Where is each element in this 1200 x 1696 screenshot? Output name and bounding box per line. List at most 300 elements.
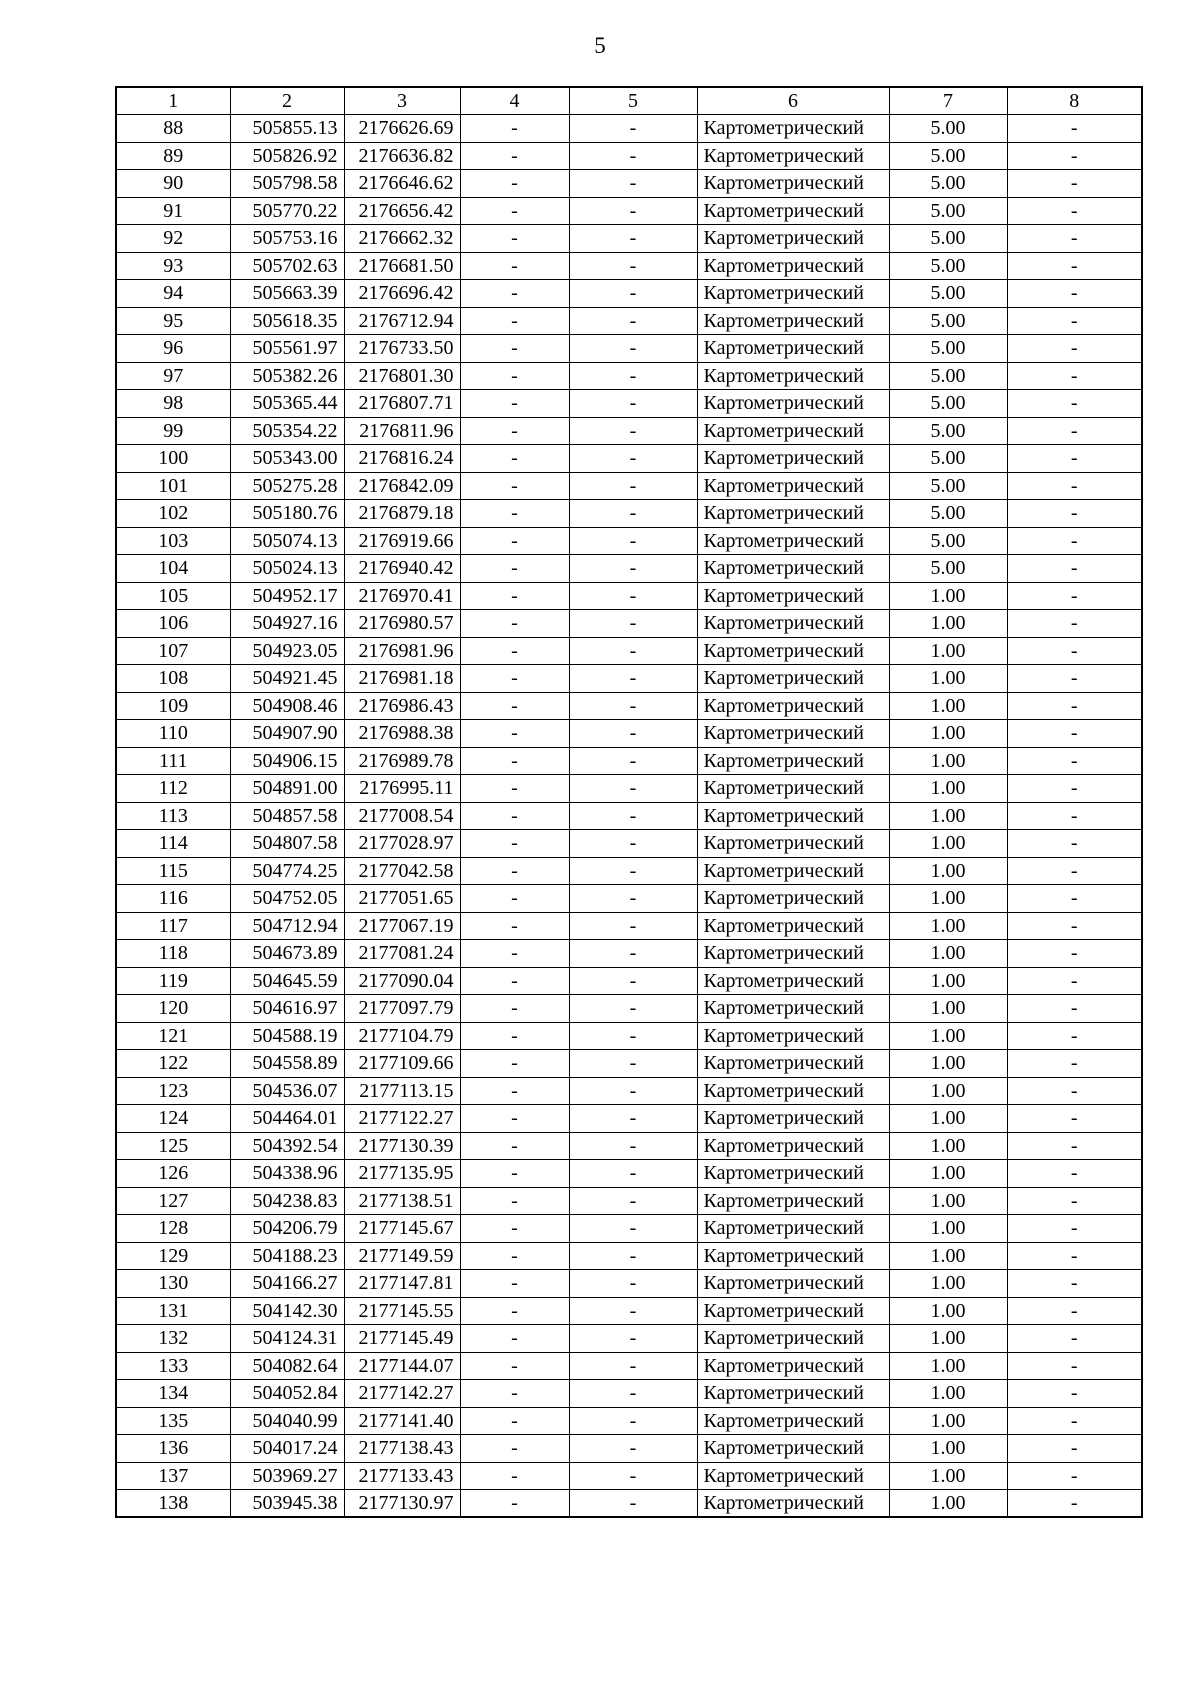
col-5-cell: - (569, 1490, 697, 1518)
col-5-cell: - (569, 582, 697, 610)
table-row (116, 1160, 1142, 1188)
method-cell: Картометрический (697, 1242, 889, 1270)
accuracy-cell: 1.00 (889, 1380, 1007, 1408)
point-number-cell: 125 (116, 1132, 230, 1160)
col-4-cell: - (460, 1490, 569, 1518)
col-4-cell: - (460, 1105, 569, 1133)
method-cell: Картометрический (697, 1407, 889, 1435)
table-row (116, 1325, 1142, 1353)
method-cell: Картометрический (697, 1270, 889, 1298)
coord-y-cell: 2177109.66 (344, 1050, 460, 1078)
col-8-cell: - (1007, 747, 1142, 775)
col-8-cell: - (1007, 1325, 1142, 1353)
col-8-cell: - (1007, 170, 1142, 198)
col-5-cell: - (569, 857, 697, 885)
column-header-1: 1 (116, 87, 230, 115)
table-row (116, 1242, 1142, 1270)
table-row (116, 885, 1142, 913)
col-8-cell: - (1007, 527, 1142, 555)
col-5-cell: - (569, 1105, 697, 1133)
col-4-cell: - (460, 115, 569, 143)
coord-y-cell: 2177145.55 (344, 1297, 460, 1325)
column-header-7: 7 (889, 87, 1007, 115)
col-4-cell: - (460, 417, 569, 445)
col-8-cell: - (1007, 335, 1142, 363)
col-5-cell: - (569, 830, 697, 858)
coord-x-cell: 505770.22 (230, 197, 344, 225)
accuracy-cell: 5.00 (889, 252, 1007, 280)
accuracy-cell: 5.00 (889, 115, 1007, 143)
col-8-cell: - (1007, 362, 1142, 390)
accuracy-cell: 1.00 (889, 1215, 1007, 1243)
coord-x-cell: 504392.54 (230, 1132, 344, 1160)
col-8-cell: - (1007, 1050, 1142, 1078)
col-5-cell: - (569, 445, 697, 473)
col-4-cell: - (460, 637, 569, 665)
col-4-cell: - (460, 885, 569, 913)
col-5-cell: - (569, 1132, 697, 1160)
col-5-cell: - (569, 527, 697, 555)
coord-y-cell: 2176656.42 (344, 197, 460, 225)
accuracy-cell: 5.00 (889, 445, 1007, 473)
col-8-cell: - (1007, 720, 1142, 748)
accuracy-cell: 1.00 (889, 1160, 1007, 1188)
method-cell: Картометрический (697, 885, 889, 913)
coord-y-cell: 2176981.96 (344, 637, 460, 665)
col-4-cell: - (460, 527, 569, 555)
point-number-cell: 109 (116, 692, 230, 720)
point-number-cell: 128 (116, 1215, 230, 1243)
coord-x-cell: 504558.89 (230, 1050, 344, 1078)
point-number-cell: 111 (116, 747, 230, 775)
method-cell: Картометрический (697, 390, 889, 418)
coord-x-cell: 505561.97 (230, 335, 344, 363)
method-cell: Картометрический (697, 1462, 889, 1490)
coord-y-cell: 2177145.49 (344, 1325, 460, 1353)
col-8-cell: - (1007, 197, 1142, 225)
col-8-cell: - (1007, 1352, 1142, 1380)
coord-x-cell: 504082.64 (230, 1352, 344, 1380)
coord-x-cell: 505618.35 (230, 307, 344, 335)
table-row (116, 720, 1142, 748)
table-row (116, 225, 1142, 253)
coord-x-cell: 504673.89 (230, 940, 344, 968)
col-8-cell: - (1007, 1215, 1142, 1243)
col-8-cell: - (1007, 1160, 1142, 1188)
point-number-cell: 101 (116, 472, 230, 500)
coord-x-cell: 505663.39 (230, 280, 344, 308)
col-5-cell: - (569, 692, 697, 720)
point-number-cell: 108 (116, 665, 230, 693)
point-number-cell: 102 (116, 500, 230, 528)
table-row (116, 1105, 1142, 1133)
coord-y-cell: 2177090.04 (344, 967, 460, 995)
col-8-cell: - (1007, 1407, 1142, 1435)
point-number-cell: 136 (116, 1435, 230, 1463)
col-8-cell: - (1007, 692, 1142, 720)
method-cell: Картометрический (697, 252, 889, 280)
point-number-cell: 131 (116, 1297, 230, 1325)
accuracy-cell: 1.00 (889, 1325, 1007, 1353)
accuracy-cell: 1.00 (889, 940, 1007, 968)
table-row (116, 335, 1142, 363)
method-cell: Картометрический (697, 1160, 889, 1188)
col-8-cell: - (1007, 802, 1142, 830)
coord-x-cell: 505798.58 (230, 170, 344, 198)
coord-x-cell: 505753.16 (230, 225, 344, 253)
method-cell: Картометрический (697, 335, 889, 363)
coord-y-cell: 2176879.18 (344, 500, 460, 528)
col-5-cell: - (569, 1325, 697, 1353)
coord-y-cell: 2177008.54 (344, 802, 460, 830)
col-5-cell: - (569, 197, 697, 225)
point-number-cell: 115 (116, 857, 230, 885)
col-8-cell: - (1007, 472, 1142, 500)
method-cell: Картометрический (697, 472, 889, 500)
coord-y-cell: 2177144.07 (344, 1352, 460, 1380)
point-number-cell: 119 (116, 967, 230, 995)
point-number-cell: 129 (116, 1242, 230, 1270)
coord-y-cell: 2176842.09 (344, 472, 460, 500)
col-8-cell: - (1007, 1187, 1142, 1215)
table-row (116, 1132, 1142, 1160)
col-4-cell: - (460, 225, 569, 253)
coord-x-cell: 504142.30 (230, 1297, 344, 1325)
method-cell: Картометрический (697, 1490, 889, 1518)
method-cell: Картометрический (697, 665, 889, 693)
method-cell: Картометрический (697, 142, 889, 170)
coord-y-cell: 2176733.50 (344, 335, 460, 363)
method-cell: Картометрический (697, 940, 889, 968)
method-cell: Картометрический (697, 775, 889, 803)
col-8-cell: - (1007, 775, 1142, 803)
accuracy-cell: 1.00 (889, 857, 1007, 885)
col-4-cell: - (460, 1132, 569, 1160)
point-number-cell: 126 (116, 1160, 230, 1188)
page-number: 5 (594, 33, 606, 58)
col-4-cell: - (460, 472, 569, 500)
col-4-cell: - (460, 665, 569, 693)
table-row (116, 252, 1142, 280)
table-row (116, 115, 1142, 143)
col-5-cell: - (569, 335, 697, 363)
coord-y-cell: 2176801.30 (344, 362, 460, 390)
point-number-cell: 103 (116, 527, 230, 555)
method-cell: Картометрический (697, 1380, 889, 1408)
column-header-3: 3 (344, 87, 460, 115)
col-4-cell: - (460, 1242, 569, 1270)
table-row (116, 197, 1142, 225)
col-8-cell: - (1007, 1462, 1142, 1490)
point-number-cell: 130 (116, 1270, 230, 1298)
col-4-cell: - (460, 142, 569, 170)
table-row (116, 1270, 1142, 1298)
col-5-cell: - (569, 610, 697, 638)
coord-y-cell: 2177130.39 (344, 1132, 460, 1160)
coord-x-cell: 505354.22 (230, 417, 344, 445)
point-number-cell: 116 (116, 885, 230, 913)
point-number-cell: 134 (116, 1380, 230, 1408)
coord-y-cell: 2176626.69 (344, 115, 460, 143)
method-cell: Картометрический (697, 912, 889, 940)
accuracy-cell: 5.00 (889, 197, 1007, 225)
accuracy-cell: 1.00 (889, 582, 1007, 610)
accuracy-cell: 1.00 (889, 1022, 1007, 1050)
col-4-cell: - (460, 1215, 569, 1243)
col-8-cell: - (1007, 417, 1142, 445)
method-cell: Картометрический (697, 280, 889, 308)
col-8-cell: - (1007, 967, 1142, 995)
col-8-cell: - (1007, 1297, 1142, 1325)
coord-y-cell: 2177051.65 (344, 885, 460, 913)
accuracy-cell: 5.00 (889, 555, 1007, 583)
table-row (116, 1462, 1142, 1490)
point-number-cell: 123 (116, 1077, 230, 1105)
coord-x-cell: 504536.07 (230, 1077, 344, 1105)
point-number-cell: 88 (116, 115, 230, 143)
col-8-cell: - (1007, 390, 1142, 418)
method-cell: Картометрический (697, 170, 889, 198)
point-number-cell: 117 (116, 912, 230, 940)
col-5-cell: - (569, 115, 697, 143)
table-row (116, 307, 1142, 335)
coord-y-cell: 2176981.18 (344, 665, 460, 693)
col-4-cell: - (460, 1407, 569, 1435)
col-4-cell: - (460, 1077, 569, 1105)
point-number-cell: 120 (116, 995, 230, 1023)
accuracy-cell: 5.00 (889, 362, 1007, 390)
table-row (116, 1215, 1142, 1243)
method-cell: Картометрический (697, 830, 889, 858)
col-4-cell: - (460, 967, 569, 995)
method-cell: Картометрический (697, 1215, 889, 1243)
col-5-cell: - (569, 665, 697, 693)
col-5-cell: - (569, 940, 697, 968)
col-5-cell: - (569, 1435, 697, 1463)
col-4-cell: - (460, 500, 569, 528)
method-cell: Картометрический (697, 1132, 889, 1160)
col-4-cell: - (460, 1050, 569, 1078)
accuracy-cell: 1.00 (889, 610, 1007, 638)
coord-y-cell: 2176662.32 (344, 225, 460, 253)
table-row (116, 582, 1142, 610)
col-4-cell: - (460, 1462, 569, 1490)
accuracy-cell: 1.00 (889, 1435, 1007, 1463)
col-4-cell: - (460, 170, 569, 198)
accuracy-cell: 1.00 (889, 1270, 1007, 1298)
col-4-cell: - (460, 252, 569, 280)
col-4-cell: - (460, 692, 569, 720)
col-8-cell: - (1007, 1270, 1142, 1298)
col-5-cell: - (569, 1242, 697, 1270)
table-row (116, 417, 1142, 445)
col-4-cell: - (460, 197, 569, 225)
point-number-cell: 133 (116, 1352, 230, 1380)
col-4-cell: - (460, 1160, 569, 1188)
accuracy-cell: 1.00 (889, 1297, 1007, 1325)
point-number-cell: 121 (116, 1022, 230, 1050)
accuracy-cell: 1.00 (889, 775, 1007, 803)
accuracy-cell: 1.00 (889, 1105, 1007, 1133)
accuracy-cell: 1.00 (889, 1187, 1007, 1215)
method-cell: Картометрический (697, 610, 889, 638)
col-4-cell: - (460, 280, 569, 308)
method-cell: Картометрический (697, 637, 889, 665)
coord-x-cell: 504040.99 (230, 1407, 344, 1435)
method-cell: Картометрический (697, 555, 889, 583)
point-number-cell: 96 (116, 335, 230, 363)
coord-x-cell: 504464.01 (230, 1105, 344, 1133)
col-5-cell: - (569, 885, 697, 913)
coord-x-cell: 505074.13 (230, 527, 344, 555)
col-4-cell: - (460, 995, 569, 1023)
coord-y-cell: 2177104.79 (344, 1022, 460, 1050)
col-4-cell: - (460, 720, 569, 748)
col-5-cell: - (569, 252, 697, 280)
table-row (116, 967, 1142, 995)
coord-y-cell: 2177145.67 (344, 1215, 460, 1243)
col-5-cell: - (569, 1297, 697, 1325)
coord-y-cell: 2177067.19 (344, 912, 460, 940)
coord-y-cell: 2177141.40 (344, 1407, 460, 1435)
table-row (116, 692, 1142, 720)
method-cell: Картометрический (697, 582, 889, 610)
col-8-cell: - (1007, 995, 1142, 1023)
col-4-cell: - (460, 582, 569, 610)
table-row (116, 995, 1142, 1023)
method-cell: Картометрический (697, 1435, 889, 1463)
coord-y-cell: 2177042.58 (344, 857, 460, 885)
coord-x-cell: 504645.59 (230, 967, 344, 995)
col-8-cell: - (1007, 1105, 1142, 1133)
coord-x-cell: 505275.28 (230, 472, 344, 500)
table-row (116, 390, 1142, 418)
col-5-cell: - (569, 637, 697, 665)
col-5-cell: - (569, 775, 697, 803)
accuracy-cell: 5.00 (889, 280, 1007, 308)
coord-y-cell: 2176811.96 (344, 417, 460, 445)
col-8-cell: - (1007, 445, 1142, 473)
coord-y-cell: 2177113.15 (344, 1077, 460, 1105)
coord-x-cell: 504908.46 (230, 692, 344, 720)
col-8-cell: - (1007, 252, 1142, 280)
coord-x-cell: 504238.83 (230, 1187, 344, 1215)
coord-x-cell: 504124.31 (230, 1325, 344, 1353)
method-cell: Картометрический (697, 692, 889, 720)
col-8-cell: - (1007, 1435, 1142, 1463)
coord-x-cell: 505382.26 (230, 362, 344, 390)
coord-y-cell: 2177138.51 (344, 1187, 460, 1215)
table-row (116, 775, 1142, 803)
column-header-4: 4 (460, 87, 569, 115)
accuracy-cell: 1.00 (889, 995, 1007, 1023)
coord-y-cell: 2176712.94 (344, 307, 460, 335)
col-8-cell: - (1007, 142, 1142, 170)
col-4-cell: - (460, 1352, 569, 1380)
accuracy-cell: 1.00 (889, 802, 1007, 830)
method-cell: Картометрический (697, 445, 889, 473)
col-4-cell: - (460, 940, 569, 968)
table-row (116, 637, 1142, 665)
col-5-cell: - (569, 912, 697, 940)
col-5-cell: - (569, 142, 697, 170)
col-8-cell: - (1007, 830, 1142, 858)
table-row (116, 445, 1142, 473)
accuracy-cell: 5.00 (889, 472, 1007, 500)
coord-x-cell: 504906.15 (230, 747, 344, 775)
col-8-cell: - (1007, 1077, 1142, 1105)
col-5-cell: - (569, 747, 697, 775)
point-number-cell: 107 (116, 637, 230, 665)
coord-x-cell: 504857.58 (230, 802, 344, 830)
coord-y-cell: 2176989.78 (344, 747, 460, 775)
col-4-cell: - (460, 1022, 569, 1050)
table-row (116, 940, 1142, 968)
col-5-cell: - (569, 1187, 697, 1215)
accuracy-cell: 1.00 (889, 912, 1007, 940)
coord-y-cell: 2177133.43 (344, 1462, 460, 1490)
coord-x-cell: 504921.45 (230, 665, 344, 693)
col-8-cell: - (1007, 885, 1142, 913)
coord-y-cell: 2176940.42 (344, 555, 460, 583)
point-number-cell: 105 (116, 582, 230, 610)
coord-y-cell: 2176681.50 (344, 252, 460, 280)
accuracy-cell: 1.00 (889, 747, 1007, 775)
coord-x-cell: 504774.25 (230, 857, 344, 885)
table-row (116, 527, 1142, 555)
table-row (116, 472, 1142, 500)
method-cell: Картометрический (697, 802, 889, 830)
table-row (116, 1050, 1142, 1078)
coord-x-cell: 504923.05 (230, 637, 344, 665)
col-8-cell: - (1007, 115, 1142, 143)
col-8-cell: - (1007, 500, 1142, 528)
col-5-cell: - (569, 170, 697, 198)
coord-y-cell: 2176646.62 (344, 170, 460, 198)
point-number-cell: 132 (116, 1325, 230, 1353)
method-cell: Картометрический (697, 1352, 889, 1380)
coord-y-cell: 2177135.95 (344, 1160, 460, 1188)
coord-y-cell: 2176807.71 (344, 390, 460, 418)
point-number-cell: 104 (116, 555, 230, 583)
method-cell: Картометрический (697, 197, 889, 225)
accuracy-cell: 5.00 (889, 417, 1007, 445)
coord-x-cell: 504616.97 (230, 995, 344, 1023)
table-row (116, 1380, 1142, 1408)
col-5-cell: - (569, 280, 697, 308)
point-number-cell: 110 (116, 720, 230, 748)
col-8-cell: - (1007, 280, 1142, 308)
col-4-cell: - (460, 857, 569, 885)
column-header-5: 5 (569, 87, 697, 115)
method-cell: Картометрический (697, 1325, 889, 1353)
accuracy-cell: 1.00 (889, 720, 1007, 748)
method-cell: Картометрический (697, 995, 889, 1023)
accuracy-cell: 1.00 (889, 1407, 1007, 1435)
method-cell: Картометрический (697, 857, 889, 885)
column-header-2: 2 (230, 87, 344, 115)
table-row (116, 747, 1142, 775)
col-4-cell: - (460, 445, 569, 473)
table-row (116, 802, 1142, 830)
point-number-cell: 95 (116, 307, 230, 335)
accuracy-cell: 1.00 (889, 637, 1007, 665)
col-5-cell: - (569, 417, 697, 445)
col-4-cell: - (460, 335, 569, 363)
method-cell: Картометрический (697, 1077, 889, 1105)
col-8-cell: - (1007, 610, 1142, 638)
coordinates-table (115, 86, 1143, 1518)
